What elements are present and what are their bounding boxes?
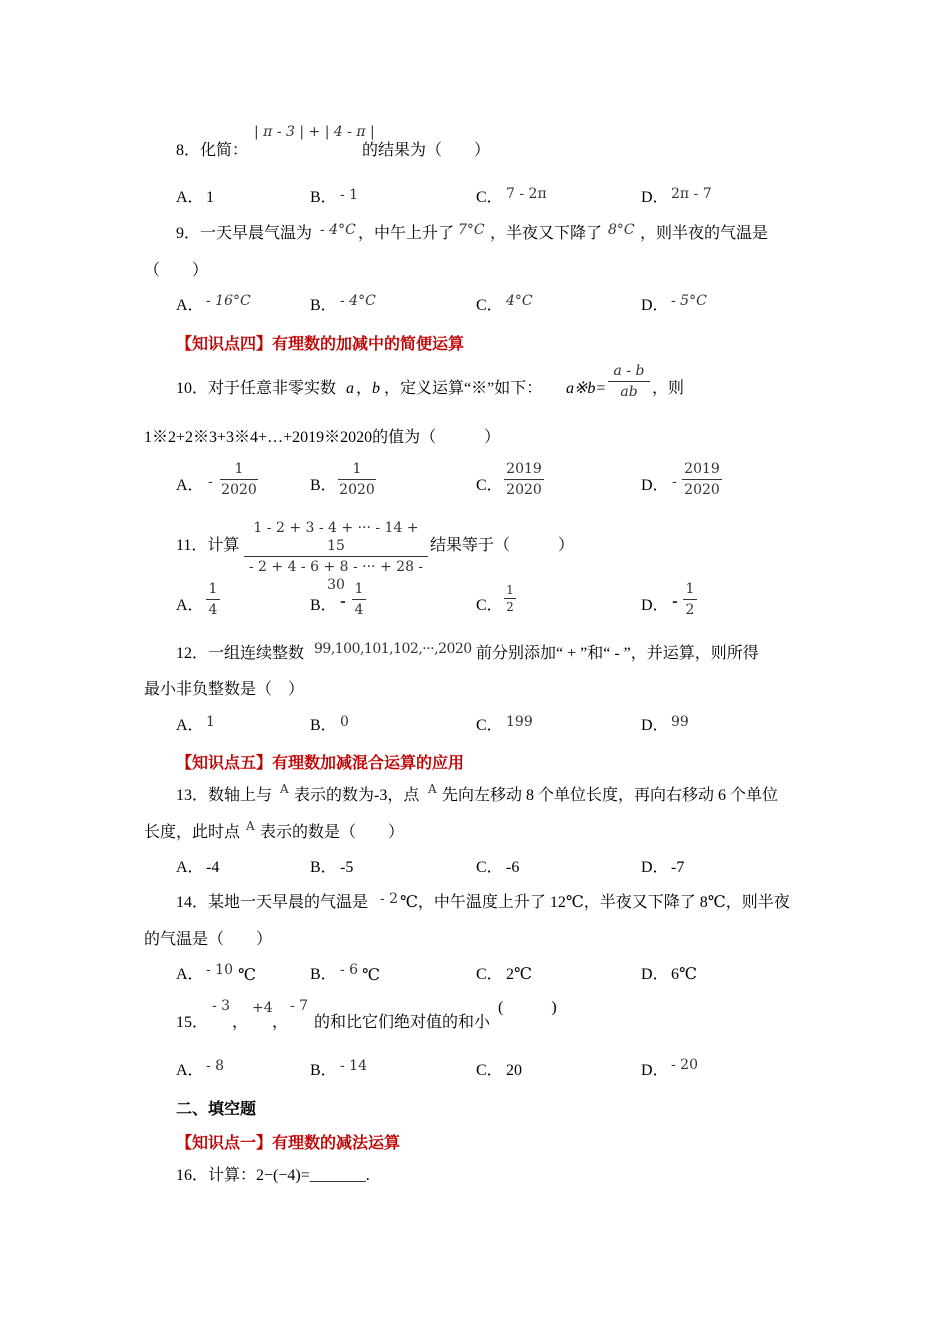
q9-option-b-label: B． <box>310 297 337 314</box>
q13-option-c-label: C． <box>476 859 503 876</box>
q15-option-a-label: A． <box>176 1062 204 1079</box>
q11-suffix: 结果等于（ ） <box>430 537 575 554</box>
q11-option-d-denominator: 2 <box>685 602 695 618</box>
q9-option-c-value: 4°C <box>506 293 533 309</box>
q13-option-a-label: A． <box>176 859 204 876</box>
q9-math-1: - 4°C <box>320 222 356 238</box>
q16-text: 16．计算：2−(−4)=_______. <box>176 1167 370 1184</box>
q15-option-c-label: C． <box>476 1062 503 1079</box>
q11-option-d-sign: - <box>672 594 678 610</box>
q13-text-3: 先向左移动 8 个单位长度，再向右移动 6 个单位 <box>442 787 779 804</box>
q11-fraction-denominator: - 2 + 4 - 6 + 8 - ··· + 28 - 30 <box>248 559 424 593</box>
q10-text-2: ，定义运算“※”如下： <box>384 380 543 397</box>
q9-option-a-value: - 16°C <box>206 293 251 309</box>
knowledge-point-4-heading: 【知识点四】有理数的加减中的简便运算 <box>176 336 465 353</box>
q13-point-a-1: A <box>280 782 289 796</box>
q8-option-c-value: 7 - 2π <box>506 186 547 202</box>
q10-option-c-label: C． <box>476 477 503 494</box>
q15-math-2: +4 <box>252 1000 273 1016</box>
q11-option-b-numerator: 1 <box>354 581 364 597</box>
q13-option-d-value: -7 <box>671 859 685 876</box>
q10-option-c-denominator: 2020 <box>506 482 542 498</box>
q12-option-b-value: 0 <box>340 714 349 730</box>
q14-option-a-value: - 10 <box>206 962 233 978</box>
q11-fraction-numerator: 1 - 2 + 3 - 4 + ··· - 14 + 15 <box>253 520 419 554</box>
fraction-bar <box>683 599 697 600</box>
q14-option-c-value: 2℃ <box>506 966 532 983</box>
q14-text-2: ℃，中午温度上升了 12℃，半夜又下降了 8℃，则半夜 <box>400 894 790 911</box>
q10-option-a-label: A． <box>176 477 204 494</box>
q12-prefix: 12．一组连续整数 <box>176 645 305 662</box>
q9-text-3: ，半夜又下降了 <box>490 225 603 242</box>
q14-option-d-value: 6℃ <box>671 966 697 983</box>
section-2-heading: 二、填空题 <box>176 1101 257 1118</box>
q8-suffix: 的结果为（ ） <box>362 142 491 159</box>
q10-option-a-numerator: 1 <box>234 461 244 477</box>
fraction-bar <box>608 381 650 382</box>
q12-option-c-label: C． <box>476 717 503 734</box>
fraction-bar <box>504 598 516 599</box>
q8-prefix: 8．化简： <box>176 142 249 159</box>
q13-text-4: 长度，此时点 <box>144 824 241 841</box>
q15-math-3: - 7 <box>290 998 309 1014</box>
q11-option-a-denominator: 4 <box>208 602 218 618</box>
q14-option-b-value: - 6 <box>340 962 359 978</box>
q10-comma: ， <box>356 380 373 397</box>
q11-option-c-denominator: 2 <box>506 600 514 614</box>
q14-option-c-label: C． <box>476 966 503 983</box>
q11-option-a-numerator: 1 <box>208 581 218 597</box>
q10-option-a-fraction <box>220 460 258 499</box>
knowledge-point-1-heading: 【知识点一】有理数的减法运算 <box>176 1135 401 1152</box>
q15-comma-2: ， <box>272 1014 289 1031</box>
q13-text-5: 表示的数是（ ） <box>260 824 405 841</box>
q9-text-4: ，则半夜的气温是 <box>640 225 769 242</box>
q14-option-a-unit: ℃ <box>238 967 256 984</box>
q8-option-b-value: - 1 <box>340 187 359 203</box>
q11-option-d-fraction <box>683 580 697 619</box>
q13-point-a-3: A <box>246 819 255 833</box>
q8-expression: | π - 3 | + | 4 - π | <box>254 124 375 140</box>
q15-text: 的和比它们绝对值的和小 <box>314 1014 491 1031</box>
q8-option-a-value: 1 <box>206 189 214 206</box>
q10-option-b-fraction <box>338 460 376 499</box>
q12-option-b-label: B． <box>310 717 337 734</box>
q12-option-c-value: 199 <box>506 714 533 730</box>
q13-option-c-value: -6 <box>506 859 520 876</box>
q14-option-a-label: A． <box>176 966 204 983</box>
q10-option-d-label: D． <box>641 477 669 494</box>
q14-text-1: 14．某地一天早晨的气温是 <box>176 894 369 911</box>
q15-comma-1: ， <box>232 1014 249 1031</box>
fraction-bar <box>352 599 366 600</box>
q13-option-a-value: -4 <box>206 859 220 876</box>
q10-text-3: ，则 <box>652 380 685 397</box>
q13-text-1: 13．数轴上与 <box>176 787 273 804</box>
fraction-bar <box>504 479 544 480</box>
q10-option-b-numerator: 1 <box>352 461 362 477</box>
q15-option-a-value: - 8 <box>206 1058 225 1074</box>
q14-option-b-unit: ℃ <box>362 967 380 984</box>
q9-math-2: 7°C <box>458 222 485 238</box>
q8-option-b-label: B． <box>310 189 337 206</box>
q10-option-b-denominator: 2020 <box>339 482 375 498</box>
q15-option-d-value: - 20 <box>671 1057 698 1073</box>
knowledge-point-5-heading: 【知识点五】有理数加减混合运算的应用 <box>176 755 465 772</box>
q12-option-a-value: 1 <box>206 714 215 730</box>
q10-var-a: a <box>346 380 354 397</box>
fraction-bar <box>338 479 376 480</box>
q11-fraction <box>244 519 428 594</box>
q14-option-d-label: D． <box>641 966 669 983</box>
q10-option-a-denominator: 2020 <box>221 482 257 498</box>
q11-option-d-numerator: 1 <box>685 581 695 597</box>
q11-option-b-sign: - <box>340 594 346 610</box>
q11-option-b-denominator: 4 <box>354 602 364 618</box>
q10-option-d-fraction <box>682 460 722 499</box>
q9-option-c-label: C． <box>476 297 503 314</box>
q9-text-5: （ ） <box>144 262 209 279</box>
q9-option-d-value: - 5°C <box>671 293 707 309</box>
q14-option-b-label: B． <box>310 966 337 983</box>
q11-option-c-fraction <box>504 583 516 614</box>
q8-option-c-label: C． <box>476 189 503 206</box>
q8-option-d-value: 2π - 7 <box>671 186 712 202</box>
q9-option-b-value: - 4°C <box>340 293 376 309</box>
q10-text-1: 10．对于任意非零实数 <box>176 380 337 397</box>
q8-option-a-label: A． <box>176 189 204 206</box>
q12-line-2: 最小非负整数是（ ） <box>144 681 305 698</box>
q11-option-c-numerator: 1 <box>506 583 514 597</box>
q13-point-a-2: A <box>428 782 437 796</box>
q15-option-c-value: 20 <box>506 1062 522 1079</box>
q10-definition-lhs: a※b= <box>566 380 607 397</box>
q9-text-2: ，中午上升了 <box>358 225 455 242</box>
q9-option-d-label: D． <box>641 297 669 314</box>
q11-option-a-label: A． <box>176 597 204 614</box>
q10-option-d-sign: - <box>672 474 677 490</box>
q10-option-a-sign: - <box>208 474 213 490</box>
q13-option-b-label: B． <box>310 859 337 876</box>
q10-var-b: b <box>372 380 380 397</box>
q11-option-c-label: C． <box>476 597 503 614</box>
q11-prefix: 11．计算 <box>176 537 240 554</box>
q13-text-2: 表示的数为-3，点 <box>294 787 420 804</box>
q11-option-a-fraction <box>206 580 220 619</box>
q12-sequence: 99,100,101,102,···,2020 <box>314 641 472 657</box>
q15-option-d-label: D． <box>641 1062 669 1079</box>
q10-option-c-fraction <box>504 460 544 499</box>
q14-math-1: - 2 <box>380 891 399 907</box>
fraction-bar <box>220 479 258 480</box>
fraction-bar <box>682 479 722 480</box>
q11-option-d-label: D． <box>641 597 669 614</box>
q12-option-a-label: A． <box>176 717 204 734</box>
q15-prefix: 15． <box>176 1014 209 1031</box>
q10-option-b-label: B． <box>310 477 337 494</box>
q11-option-b-label: B． <box>310 597 337 614</box>
q10-fraction-numerator: a - b <box>613 363 645 379</box>
q10-option-d-numerator: 2019 <box>684 461 720 477</box>
q15-paren: ( ) <box>498 999 557 1016</box>
q10-line-2: 1※2+2※3+3※4+…+2019※2020的值为（ ） <box>144 429 501 446</box>
q10-fraction-denominator: ab <box>620 384 638 400</box>
q15-math-1: - 3 <box>212 998 231 1014</box>
q11-option-b-fraction <box>352 580 366 619</box>
q10-definition-fraction <box>608 362 650 401</box>
fraction-bar <box>206 599 220 600</box>
q12-option-d-value: 99 <box>671 714 689 730</box>
q9-option-a-label: A． <box>176 297 204 314</box>
fraction-bar <box>244 556 428 557</box>
q9-text-1: 9．一天早晨气温为 <box>176 225 313 242</box>
q15-option-b-value: - 14 <box>340 1058 367 1074</box>
q12-option-d-label: D． <box>641 717 669 734</box>
q13-option-d-label: D． <box>641 859 669 876</box>
q8-option-d-label: D． <box>641 189 669 206</box>
q10-option-d-denominator: 2020 <box>684 482 720 498</box>
q9-math-3: 8°C <box>608 222 635 238</box>
q12-suffix: 前分别添加“ + ”和“ - ”，并运算，则所得 <box>476 645 759 662</box>
q10-option-c-numerator: 2019 <box>506 461 542 477</box>
q13-option-b-value: -5 <box>340 859 354 876</box>
q15-option-b-label: B． <box>310 1062 337 1079</box>
q14-line-2: 的气温是（ ） <box>144 931 273 948</box>
